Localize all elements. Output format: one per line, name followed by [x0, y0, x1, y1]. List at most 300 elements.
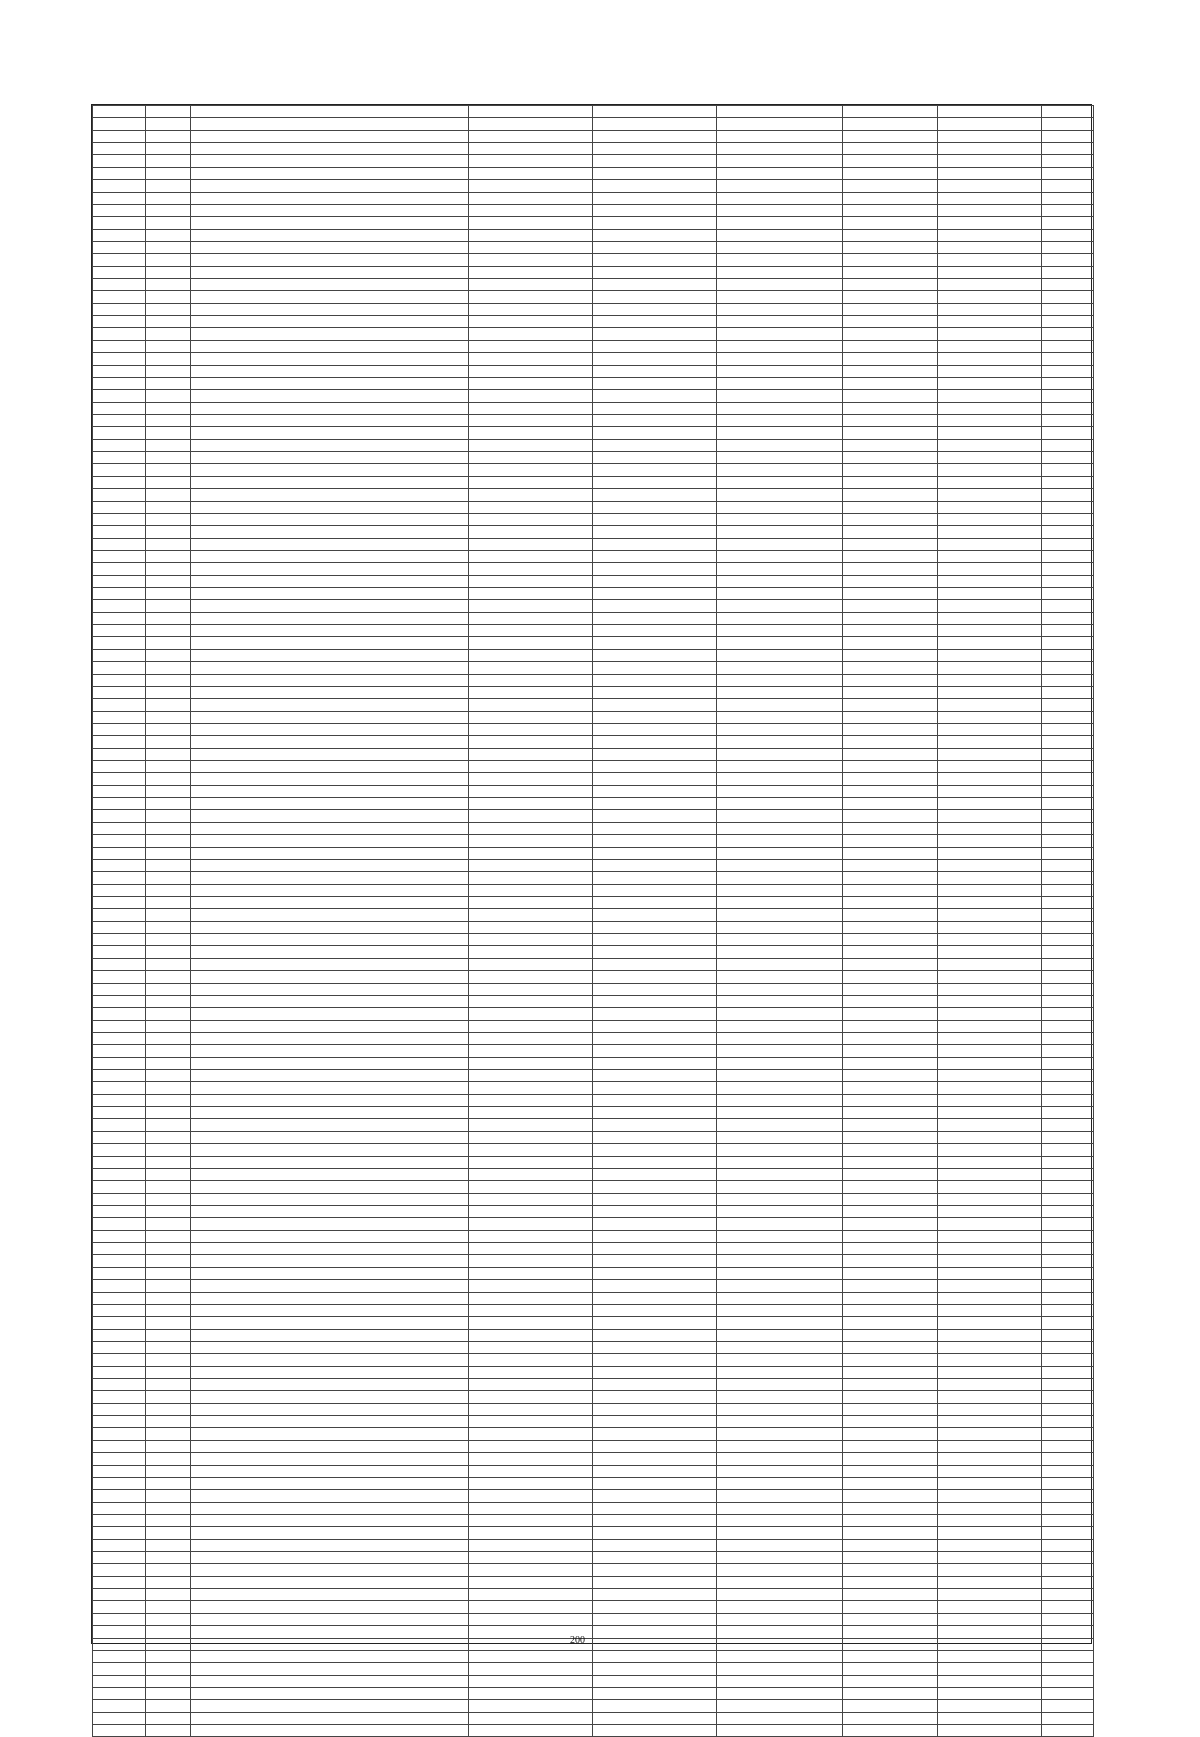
table-cell	[593, 1205, 717, 1217]
table-row	[93, 1131, 1094, 1143]
table-cell	[593, 884, 717, 896]
table-cell	[146, 1416, 191, 1428]
table-cell	[843, 279, 938, 291]
table-cell	[843, 1712, 938, 1724]
table-cell	[717, 538, 843, 550]
table-cell	[1042, 476, 1094, 488]
table-row	[93, 649, 1094, 661]
table-cell	[1042, 550, 1094, 562]
table-cell	[1042, 1601, 1094, 1613]
table-cell	[843, 798, 938, 810]
table-cell	[717, 143, 843, 155]
table-cell	[938, 464, 1042, 476]
table-cell	[938, 1119, 1042, 1131]
table-cell	[191, 934, 469, 946]
table-cell	[593, 155, 717, 167]
table-cell	[593, 1045, 717, 1057]
table-cell	[469, 699, 593, 711]
table-cell	[93, 1379, 146, 1391]
table-cell	[191, 1304, 469, 1316]
table-cell	[191, 748, 469, 760]
table-cell	[1042, 279, 1094, 291]
table-cell	[593, 1341, 717, 1353]
table-cell	[469, 476, 593, 488]
table-cell	[1042, 835, 1094, 847]
table-row	[93, 1712, 1094, 1724]
table-cell	[146, 365, 191, 377]
table-cell	[717, 291, 843, 303]
table-cell	[843, 1032, 938, 1044]
table-cell	[1042, 1502, 1094, 1514]
table-cell	[1042, 1205, 1094, 1217]
table-cell	[843, 1020, 938, 1032]
table-cell	[717, 241, 843, 253]
table-row	[93, 229, 1094, 241]
table-cell	[843, 649, 938, 661]
table-row	[93, 353, 1094, 365]
table-cell	[93, 1280, 146, 1292]
table-cell	[146, 464, 191, 476]
table-row	[93, 1465, 1094, 1477]
table-cell	[469, 204, 593, 216]
table-cell	[191, 588, 469, 600]
table-cell	[717, 1539, 843, 1551]
table-cell	[1042, 464, 1094, 476]
table-cell	[191, 1366, 469, 1378]
table-cell	[593, 773, 717, 785]
table-cell	[593, 909, 717, 921]
table-cell	[146, 229, 191, 241]
table-cell	[469, 1490, 593, 1502]
table-cell	[593, 612, 717, 624]
table-cell	[93, 513, 146, 525]
table-cell	[938, 402, 1042, 414]
table-cell	[191, 1341, 469, 1353]
table-cell	[146, 1168, 191, 1180]
table-cell	[717, 1144, 843, 1156]
table-cell	[191, 971, 469, 983]
table-cell	[93, 1008, 146, 1020]
table-cell	[593, 1119, 717, 1131]
table-cell	[717, 1552, 843, 1564]
table-row	[93, 773, 1094, 785]
table-cell	[146, 1181, 191, 1193]
table-cell	[146, 1428, 191, 1440]
table-cell	[469, 1712, 593, 1724]
table-cell	[469, 1193, 593, 1205]
table-cell	[843, 699, 938, 711]
table-cell	[593, 625, 717, 637]
table-cell	[191, 377, 469, 389]
table-cell	[1042, 736, 1094, 748]
table-cell	[93, 1070, 146, 1082]
table-cell	[843, 513, 938, 525]
table-cell	[191, 266, 469, 278]
table-cell	[191, 1601, 469, 1613]
table-cell	[146, 1403, 191, 1415]
table-cell	[93, 106, 146, 118]
table-cell	[843, 143, 938, 155]
table-cell	[593, 686, 717, 698]
table-cell	[938, 662, 1042, 674]
table-cell	[93, 1601, 146, 1613]
table-cell	[593, 279, 717, 291]
table-cell	[717, 217, 843, 229]
table-cell	[1042, 1144, 1094, 1156]
table-cell	[469, 1564, 593, 1576]
table-cell	[146, 452, 191, 464]
table-cell	[469, 1514, 593, 1526]
table-cell	[469, 835, 593, 847]
table-cell	[93, 859, 146, 871]
table-cell	[843, 1663, 938, 1675]
table-cell	[93, 192, 146, 204]
table-cell	[593, 649, 717, 661]
table-cell	[469, 761, 593, 773]
table-cell	[593, 489, 717, 501]
table-cell	[93, 1317, 146, 1329]
table-row	[93, 686, 1094, 698]
table-cell	[938, 241, 1042, 253]
table-cell	[191, 983, 469, 995]
table-cell	[843, 1453, 938, 1465]
table-cell	[146, 575, 191, 587]
table-cell	[146, 1552, 191, 1564]
table-cell	[191, 1650, 469, 1662]
table-cell	[1042, 1045, 1094, 1057]
table-cell	[593, 303, 717, 315]
table-cell	[593, 1366, 717, 1378]
table-cell	[146, 279, 191, 291]
table-row	[93, 1008, 1094, 1020]
table-cell	[1042, 501, 1094, 513]
table-row	[93, 1416, 1094, 1428]
table-cell	[1042, 1379, 1094, 1391]
table-cell	[717, 1045, 843, 1057]
table-cell	[469, 1354, 593, 1366]
table-cell	[717, 1502, 843, 1514]
table-cell	[593, 1675, 717, 1687]
table-cell	[1042, 983, 1094, 995]
table-cell	[938, 983, 1042, 995]
table-cell	[93, 1243, 146, 1255]
table-cell	[843, 1094, 938, 1106]
table-cell	[93, 1527, 146, 1539]
table-cell	[843, 1341, 938, 1353]
table-row	[93, 1453, 1094, 1465]
table-cell	[93, 1502, 146, 1514]
table-cell	[593, 1292, 717, 1304]
table-cell	[593, 958, 717, 970]
table-cell	[191, 291, 469, 303]
table-cell	[146, 1700, 191, 1712]
table-cell	[938, 143, 1042, 155]
table-row	[93, 155, 1094, 167]
table-cell	[469, 1576, 593, 1588]
table-cell	[469, 1465, 593, 1477]
table-cell	[843, 946, 938, 958]
table-cell	[843, 1193, 938, 1205]
table-cell	[1042, 303, 1094, 315]
table-cell	[469, 303, 593, 315]
table-cell	[717, 402, 843, 414]
table-cell	[1042, 1168, 1094, 1180]
table-cell	[469, 353, 593, 365]
table-cell	[146, 1193, 191, 1205]
table-cell	[469, 1675, 593, 1687]
table-cell	[843, 1465, 938, 1477]
table-cell	[938, 686, 1042, 698]
table-row	[93, 1317, 1094, 1329]
table-cell	[1042, 1576, 1094, 1588]
page-number: 200	[570, 1635, 585, 1646]
table-cell	[717, 1416, 843, 1428]
table-cell	[93, 1564, 146, 1576]
table-cell	[843, 229, 938, 241]
table-cell	[717, 1255, 843, 1267]
table-row	[93, 575, 1094, 587]
table-cell	[1042, 1082, 1094, 1094]
table-cell	[191, 884, 469, 896]
table-row	[93, 106, 1094, 118]
table-cell	[717, 859, 843, 871]
table-cell	[717, 1589, 843, 1601]
table-cell	[593, 1440, 717, 1452]
table-cell	[717, 995, 843, 1007]
table-cell	[146, 1663, 191, 1675]
table-cell	[938, 291, 1042, 303]
table-cell	[938, 217, 1042, 229]
table-cell	[469, 266, 593, 278]
table-cell	[1042, 785, 1094, 797]
table-cell	[843, 1688, 938, 1700]
table-cell	[93, 1267, 146, 1279]
table-cell	[717, 946, 843, 958]
table-cell	[146, 1453, 191, 1465]
table-cell	[717, 1514, 843, 1526]
table-cell	[93, 241, 146, 253]
table-cell	[938, 1070, 1042, 1082]
table-cell	[843, 1144, 938, 1156]
table-cell	[1042, 674, 1094, 686]
table-cell	[146, 847, 191, 859]
table-cell	[191, 674, 469, 686]
table-row	[93, 637, 1094, 649]
table-cell	[1042, 773, 1094, 785]
table-cell	[93, 1094, 146, 1106]
table-row	[93, 1082, 1094, 1094]
table-cell	[593, 1391, 717, 1403]
table-cell	[717, 1601, 843, 1613]
table-cell	[938, 1280, 1042, 1292]
table-cell	[843, 316, 938, 328]
table-cell	[93, 414, 146, 426]
table-cell	[843, 1675, 938, 1687]
table-cell	[469, 1119, 593, 1131]
table-cell	[1042, 489, 1094, 501]
table-cell	[146, 266, 191, 278]
table-cell	[593, 106, 717, 118]
table-cell	[93, 761, 146, 773]
table-cell	[191, 1403, 469, 1415]
table-row	[93, 1675, 1094, 1687]
table-cell	[593, 1428, 717, 1440]
table-cell	[469, 155, 593, 167]
table-cell	[593, 1700, 717, 1712]
table-cell	[717, 1477, 843, 1489]
table-cell	[717, 452, 843, 464]
table-cell	[93, 1045, 146, 1057]
table-cell	[717, 1094, 843, 1106]
table-cell	[717, 427, 843, 439]
table-cell	[469, 600, 593, 612]
table-cell	[191, 798, 469, 810]
table-cell	[717, 180, 843, 192]
table-cell	[843, 588, 938, 600]
table-cell	[146, 1255, 191, 1267]
table-cell	[593, 835, 717, 847]
table-cell	[938, 1218, 1042, 1230]
table-cell	[1042, 1243, 1094, 1255]
table-cell	[93, 353, 146, 365]
table-cell	[717, 649, 843, 661]
table-cell	[191, 1453, 469, 1465]
table-cell	[1042, 254, 1094, 266]
table-cell	[1042, 1465, 1094, 1477]
table-cell	[938, 1205, 1042, 1217]
table-cell	[843, 1354, 938, 1366]
table-cell	[191, 847, 469, 859]
table-cell	[93, 971, 146, 983]
table-cell	[593, 1317, 717, 1329]
table-cell	[191, 723, 469, 735]
table-cell	[93, 637, 146, 649]
table-cell	[1042, 217, 1094, 229]
table-cell	[938, 1613, 1042, 1625]
table-cell	[191, 279, 469, 291]
table-cell	[843, 761, 938, 773]
table-row	[93, 822, 1094, 834]
table-cell	[938, 1663, 1042, 1675]
table-cell	[469, 847, 593, 859]
table-cell	[717, 1280, 843, 1292]
table-cell	[938, 229, 1042, 241]
table-cell	[469, 1477, 593, 1489]
table-cell	[146, 167, 191, 179]
table-cell	[938, 1193, 1042, 1205]
table-row	[93, 414, 1094, 426]
table-row	[93, 1218, 1094, 1230]
table-cell	[717, 1032, 843, 1044]
table-cell	[843, 155, 938, 167]
table-cell	[938, 180, 1042, 192]
table-row	[93, 1663, 1094, 1675]
table-cell	[843, 328, 938, 340]
table-cell	[146, 316, 191, 328]
table-cell	[93, 686, 146, 698]
table-cell	[146, 1008, 191, 1020]
table-cell	[191, 909, 469, 921]
table-cell	[1042, 414, 1094, 426]
table-cell	[146, 353, 191, 365]
table-cell	[93, 402, 146, 414]
table-cell	[469, 1045, 593, 1057]
table-cell	[1042, 291, 1094, 303]
table-row	[93, 1428, 1094, 1440]
table-cell	[843, 353, 938, 365]
table-cell	[191, 229, 469, 241]
table-cell	[146, 637, 191, 649]
table-cell	[717, 489, 843, 501]
table-cell	[469, 1032, 593, 1044]
table-cell	[1042, 1440, 1094, 1452]
table-cell	[938, 835, 1042, 847]
table-cell	[593, 822, 717, 834]
table-cell	[93, 1230, 146, 1242]
table-cell	[593, 1168, 717, 1180]
table-cell	[1042, 1564, 1094, 1576]
table-cell	[938, 489, 1042, 501]
table-cell	[191, 390, 469, 402]
table-cell	[146, 897, 191, 909]
table-cell	[717, 983, 843, 995]
table-cell	[469, 328, 593, 340]
table-cell	[938, 1020, 1042, 1032]
table-row	[93, 1156, 1094, 1168]
table-cell	[938, 1700, 1042, 1712]
table-cell	[146, 1131, 191, 1143]
table-row	[93, 489, 1094, 501]
table-cell	[593, 934, 717, 946]
table-cell	[1042, 859, 1094, 871]
table-cell	[593, 204, 717, 216]
table-cell	[93, 1341, 146, 1353]
table-cell	[843, 971, 938, 983]
table-cell	[146, 884, 191, 896]
table-cell	[938, 106, 1042, 118]
table-cell	[191, 1514, 469, 1526]
table-cell	[938, 847, 1042, 859]
table-cell	[938, 167, 1042, 179]
table-cell	[593, 1663, 717, 1675]
table-cell	[717, 847, 843, 859]
table-cell	[1042, 1230, 1094, 1242]
table-cell	[938, 1527, 1042, 1539]
table-cell	[93, 390, 146, 402]
table-cell	[469, 229, 593, 241]
table-cell	[938, 513, 1042, 525]
table-cell	[938, 1589, 1042, 1601]
table-cell	[717, 1107, 843, 1119]
table-cell	[593, 192, 717, 204]
table-cell	[191, 859, 469, 871]
table-cell	[717, 773, 843, 785]
table-cell	[938, 1057, 1042, 1069]
table-cell	[191, 1032, 469, 1044]
table-cell	[146, 662, 191, 674]
table-cell	[146, 340, 191, 352]
table-cell	[93, 1168, 146, 1180]
table-cell	[1042, 526, 1094, 538]
table-cell	[717, 340, 843, 352]
table-cell	[146, 241, 191, 253]
table-cell	[191, 761, 469, 773]
table-cell	[191, 1317, 469, 1329]
table-cell	[843, 934, 938, 946]
table-cell	[93, 625, 146, 637]
table-cell	[717, 1008, 843, 1020]
table-cell	[843, 377, 938, 389]
